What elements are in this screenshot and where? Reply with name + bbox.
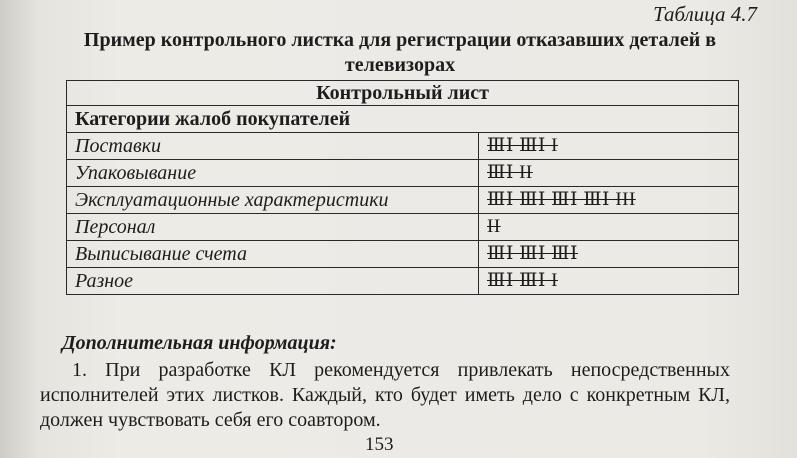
table-number: Таблица 4.7 bbox=[653, 2, 757, 26]
row-category: Выписывание счета bbox=[67, 241, 479, 268]
row-category: Поставки bbox=[67, 133, 479, 160]
category-header: Категории жалоб покупателей bbox=[67, 106, 739, 133]
row-tally: ⅢⅠ ⅢⅠ I bbox=[479, 133, 739, 160]
table-row bbox=[67, 187, 739, 214]
checklist-table bbox=[66, 80, 739, 295]
row-category: Эксплуатационные характеристики bbox=[67, 187, 479, 214]
table-caption: Пример контрольного листка для регистрации отказавших деталей в телевизорах bbox=[83, 29, 717, 76]
row-tally: II bbox=[479, 214, 739, 241]
additional-info-title: Дополнительная информация: bbox=[62, 332, 337, 354]
row-category: Упаковывание bbox=[67, 160, 479, 187]
table-row bbox=[67, 268, 739, 295]
page-number: 153 bbox=[365, 434, 394, 455]
table-header: Контрольный лист bbox=[67, 81, 739, 106]
table-row bbox=[67, 214, 739, 241]
table-row bbox=[67, 133, 739, 160]
body-paragraph: 1. При разработке КЛ рекомендуется привлекать непосредственных исполнителей этих листков. Каждый, кто будет иметь дело с конкретным КЛ, должен чувствовать себя его соавтором. bbox=[40, 359, 730, 431]
row-tally: ⅢⅠ II bbox=[479, 160, 739, 187]
row-tally: ⅢⅠ ⅢⅠ I bbox=[479, 268, 739, 295]
row-category: Разное bbox=[67, 268, 479, 295]
row-tally: ⅢⅠ ⅢⅠ ⅢⅠ bbox=[479, 241, 739, 268]
table-row bbox=[67, 241, 739, 268]
row-category: Персонал bbox=[67, 214, 479, 241]
row-tally: ⅢⅠ ⅢⅠ ⅢⅠ ⅢⅠ III bbox=[479, 187, 739, 214]
table-row bbox=[67, 160, 739, 187]
